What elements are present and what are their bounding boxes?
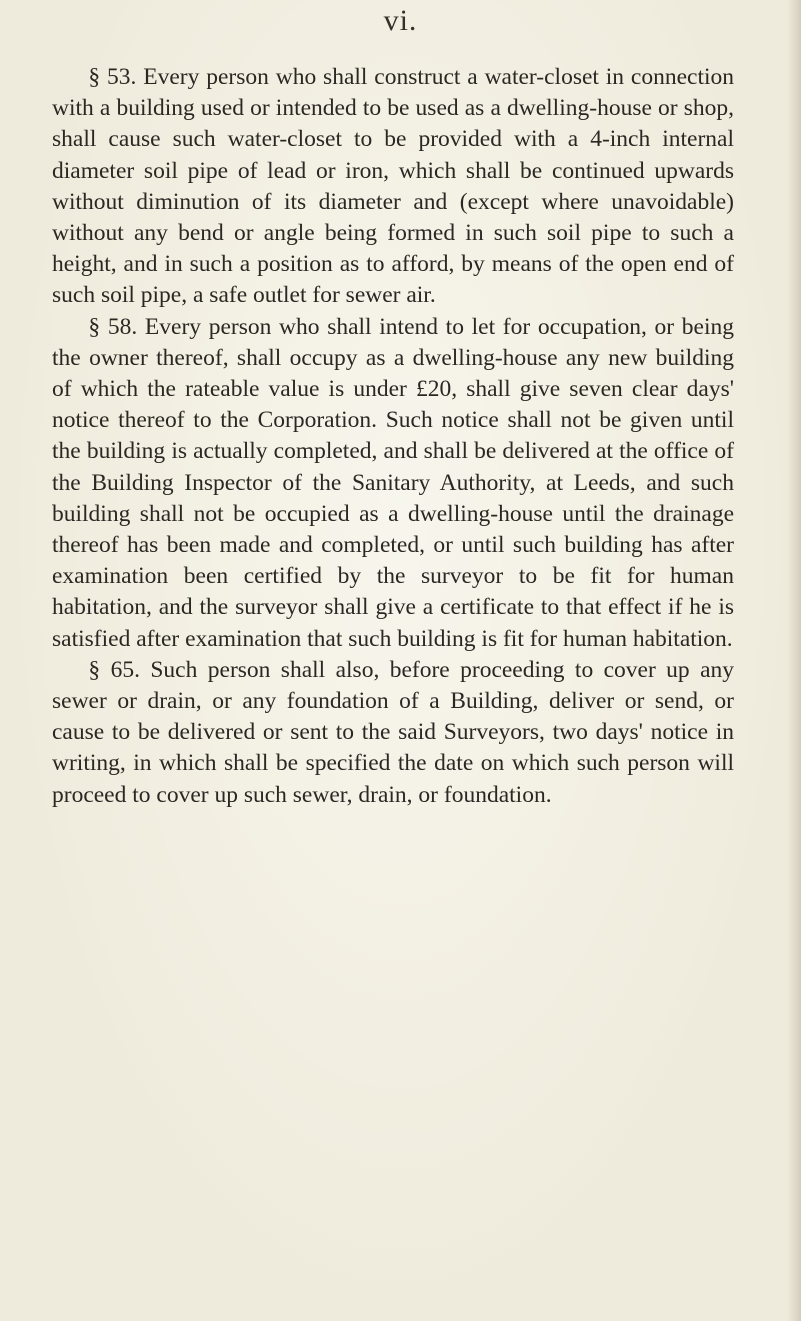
paragraph-text: Every person who shall intend to let for occupation, or being the owner thereof, shall occupy as a dwelling-house any new building of which the rateable value is under £20, shall give seven clear days' notice thereof to the Corporation. Such notice shall not be given until the building is actually completed, and shall be delivered at the office of the Building Inspector of the Sanitary Authority, at Leeds, and such building shall not be occupied as a dwelling-house until the drainage thereof has been made and completed, or until such building has after examination been certified by the surveyor to be fit for human habitation, and the surveyor shall give a certificate to that effect if he is satisfied after examination that such building is fit for human habitation. — [52, 313, 735, 652]
paragraph-section-58 — [52, 312, 734, 655]
page-edge-shadow — [787, 0, 801, 1321]
page-number: vi. — [383, 4, 418, 37]
paragraph-text: Every person who shall construct a water-closet in connection with a building used or intended to be used as a dwelling-house or shop, shall cause such water-closet to be provided with a 4-inch internal diameter soil pipe of lead or iron, which shall be continued upwards without diminution of its diameter and (except where unavoidable) without any bend or angle being formed in such soil pipe to such a height, and in such a position as to afford, by means of the open end of such soil pipe, a safe outlet for sewer air. — [52, 64, 735, 309]
body-text — [52, 62, 734, 811]
paragraph-text: Such person shall also, before proceeding to cover up any sewer or drain, or any foundation of a Building, deliver or send, or cause to be delivered or sent to the said Surveyors, two days' notice in writing, in which shall be specified the date on which such person will proceed to cover up such sewer, drain, or foundation. — [52, 656, 735, 808]
paragraph-section-53 — [52, 62, 734, 312]
section-number: § 58. — [88, 313, 138, 340]
section-number: § 65. — [88, 656, 140, 683]
section-number: § 53. — [88, 64, 137, 90]
paragraph-section-65 — [52, 655, 734, 811]
